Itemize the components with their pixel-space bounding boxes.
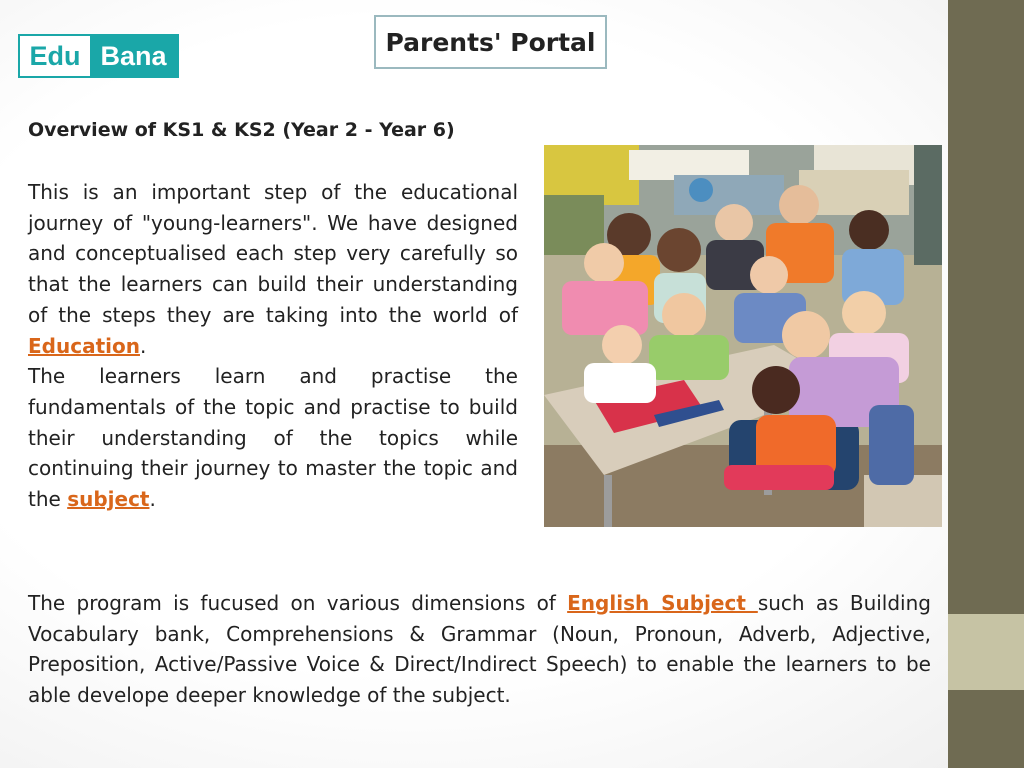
education-link[interactable]: Education (28, 333, 140, 358)
logo-part-bana: Bana (90, 36, 177, 76)
para1-end: . (139, 333, 147, 358)
intro-paragraph-2 (28, 361, 518, 515)
subject-link[interactable]: subject (67, 487, 150, 512)
program-text-start: The program is fucused on various dimensions of (28, 591, 568, 615)
program-description (28, 588, 931, 711)
classroom-photo-illustration (544, 145, 942, 527)
english-subject-link[interactable]: English Subject (567, 591, 758, 615)
sidebar-accent-block (948, 614, 1024, 690)
classroom-photo (544, 145, 942, 527)
intro-paragraph-1 (28, 177, 518, 361)
section-subheading: Overview of KS1 & KS2 (Year 2 - Year 6) (28, 119, 455, 141)
para2-end: . (149, 487, 156, 512)
intro-text-block (28, 177, 518, 515)
logo-part-edu: Edu (20, 36, 90, 76)
para1-text: This is an important step of the educational journey of "young-learners". We have designed and conceptualised each step very carefully so that the learners can build their understanding of the steps they are taking into the world of (28, 180, 518, 327)
page-title: Parents' Portal (374, 15, 607, 69)
edubana-logo[interactable] (18, 34, 179, 78)
program-text-end: such as Building Vocabulary bank, Comprehensions & Grammar (Noun, Pronoun, Adverb, Adjective, Preposition, Active/Passive Voice & Direct/Indirect Speech) to enable the learners to be able develope deeper knowledge of the subject. (28, 591, 931, 708)
para2-text: The learners learn and practise the fundamentals of the topic and practise to build their understanding of the topics while continuing their journey to master the topic and the (28, 364, 518, 512)
